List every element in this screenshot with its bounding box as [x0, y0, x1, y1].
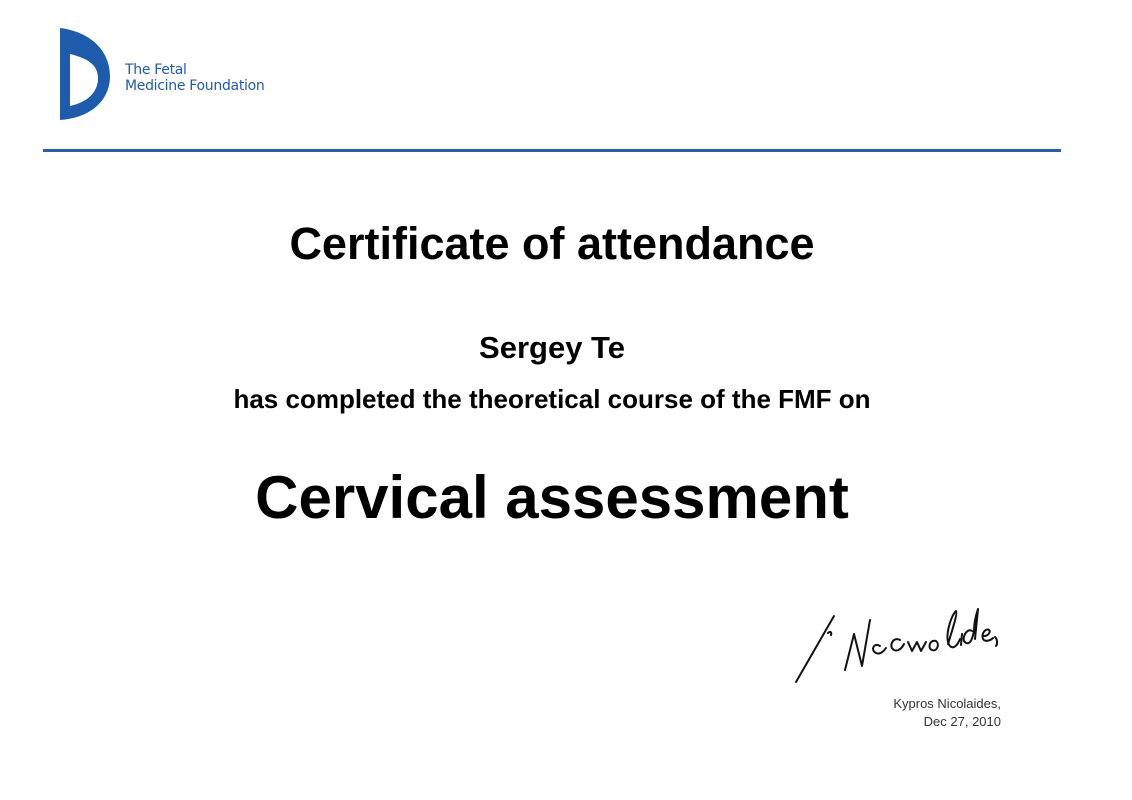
certificate-title: Certificate of attendance [289, 218, 815, 269]
logo-line-2: Medicine Foundation [125, 78, 265, 94]
recipient-name: Sergey Te [479, 330, 625, 365]
signer-name: Kypros Nicolaides, [893, 696, 1001, 711]
fmf-logo [58, 28, 288, 120]
course-name: Cervical assessment [255, 464, 849, 531]
header-divider [43, 149, 1061, 152]
completion-statement: has completed the theoretical course of the FMF on [233, 384, 871, 414]
logo-line-1: The Fetal [125, 62, 187, 78]
fmf-logo-mark-icon [58, 28, 110, 120]
signer-block [893, 695, 1001, 731]
signature-image [790, 584, 1005, 684]
signature-date: Dec 27, 2010 [923, 714, 1001, 729]
logo-wordmark [125, 62, 264, 94]
